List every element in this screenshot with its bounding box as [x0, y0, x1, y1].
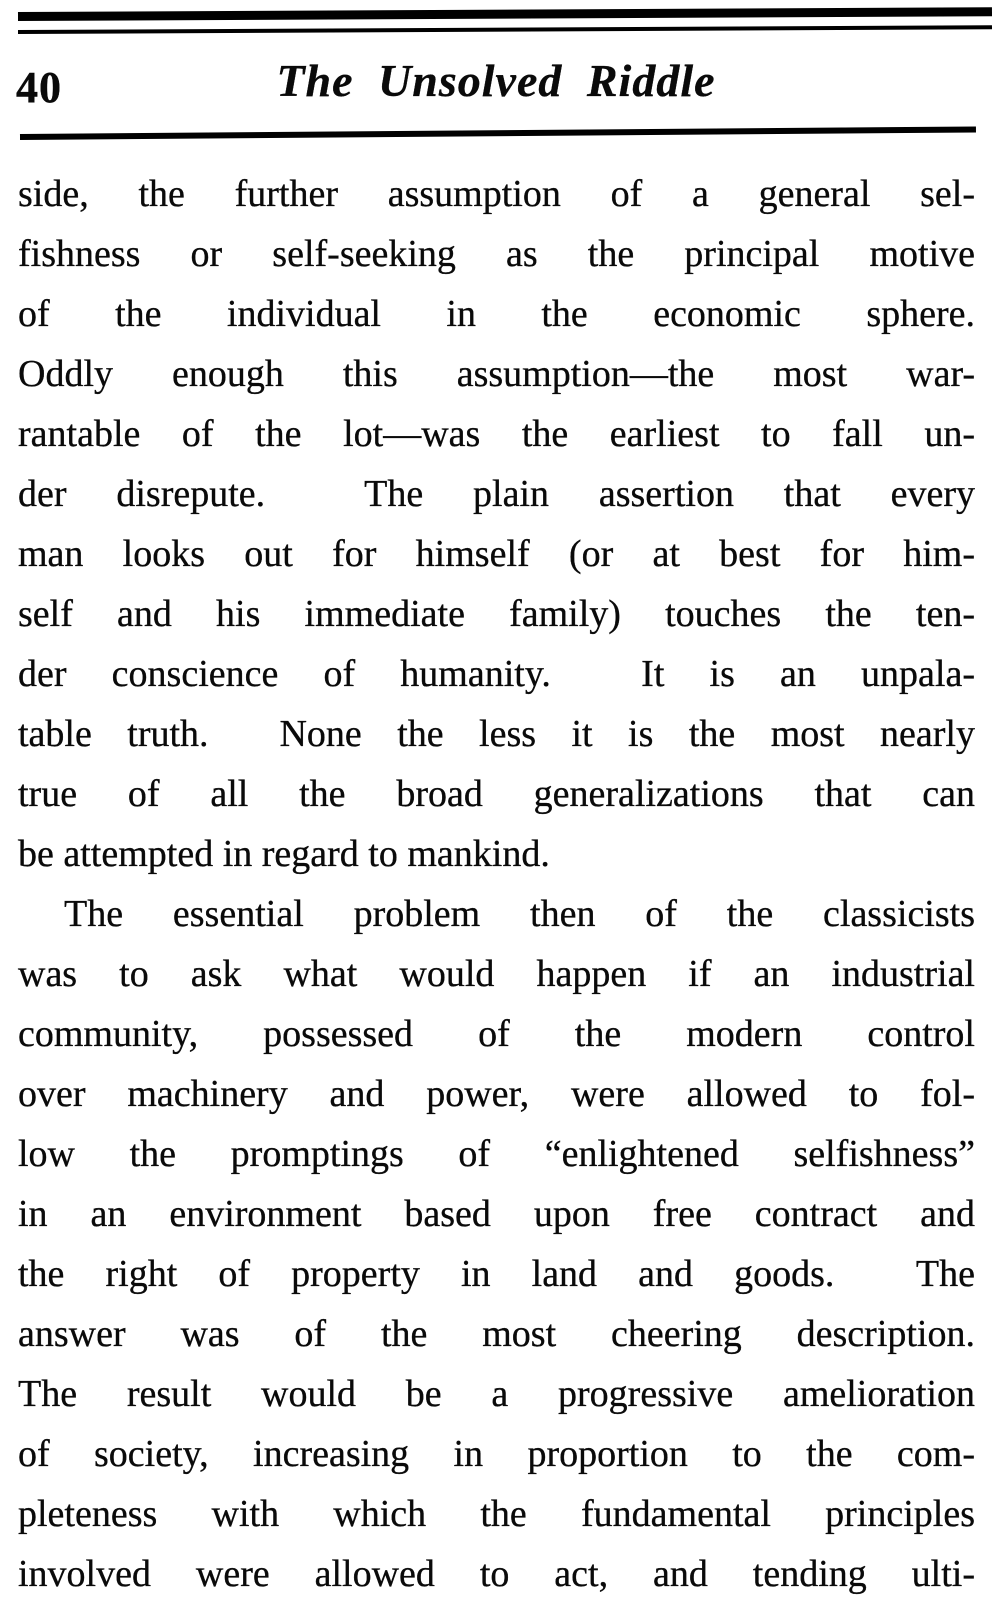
text-line: fishness or self-seeking as the principal motive — [18, 233, 975, 275]
text-line: involved were allowed to act, and tending ulti- — [18, 1553, 975, 1595]
text-line: the right of property in land and goods. The — [18, 1253, 975, 1295]
running-header-title: The Unsolved Riddle — [276, 55, 716, 106]
header-rule — [20, 126, 976, 140]
text-line: was to ask what would happen if an industrial — [18, 953, 975, 995]
text-line: in an environment based upon free contract and — [18, 1193, 975, 1235]
text-line: der conscience of humanity. It is an unpala- — [18, 653, 975, 695]
text-line: The essential problem then of the classicists — [64, 893, 975, 935]
text-line: answer was of the most cheering description. — [18, 1313, 975, 1355]
text-line: man looks out for himself (or at best for him- — [18, 533, 975, 575]
text-line: der disrepute. The plain assertion that every — [18, 473, 975, 515]
top-rule-thick — [18, 7, 992, 21]
text-line: self and his immediate family) touches the ten- — [18, 593, 975, 635]
page-number: 40 — [16, 63, 62, 112]
text-line: low the promptings of “enlightened selfishness” — [18, 1133, 975, 1175]
text-line: Oddly enough this assumption—the most war- — [18, 353, 975, 395]
text-line: table truth. None the less it is the most nearly — [18, 713, 975, 755]
text-line: The result would be a progressive amelioration — [18, 1373, 975, 1415]
text-line: true of all the broad generalizations that can — [18, 773, 975, 815]
text-line: over machinery and power, were allowed to fol- — [18, 1073, 975, 1115]
text-line: side, the further assumption of a general sel- — [18, 173, 975, 215]
text-line: of society, increasing in proportion to the com- — [18, 1433, 975, 1475]
body-text — [18, 164, 975, 1604]
text-line: pleteness with which the fundamental principles — [18, 1493, 975, 1535]
text-line: rantable of the lot—was the earliest to fall un- — [18, 413, 975, 455]
text-line: community, possessed of the modern control — [18, 1013, 975, 1055]
top-rule-thin — [18, 25, 992, 34]
text-line: be attempted in regard to mankind. — [18, 833, 550, 875]
text-line: of the individual in the economic sphere. — [18, 293, 975, 335]
